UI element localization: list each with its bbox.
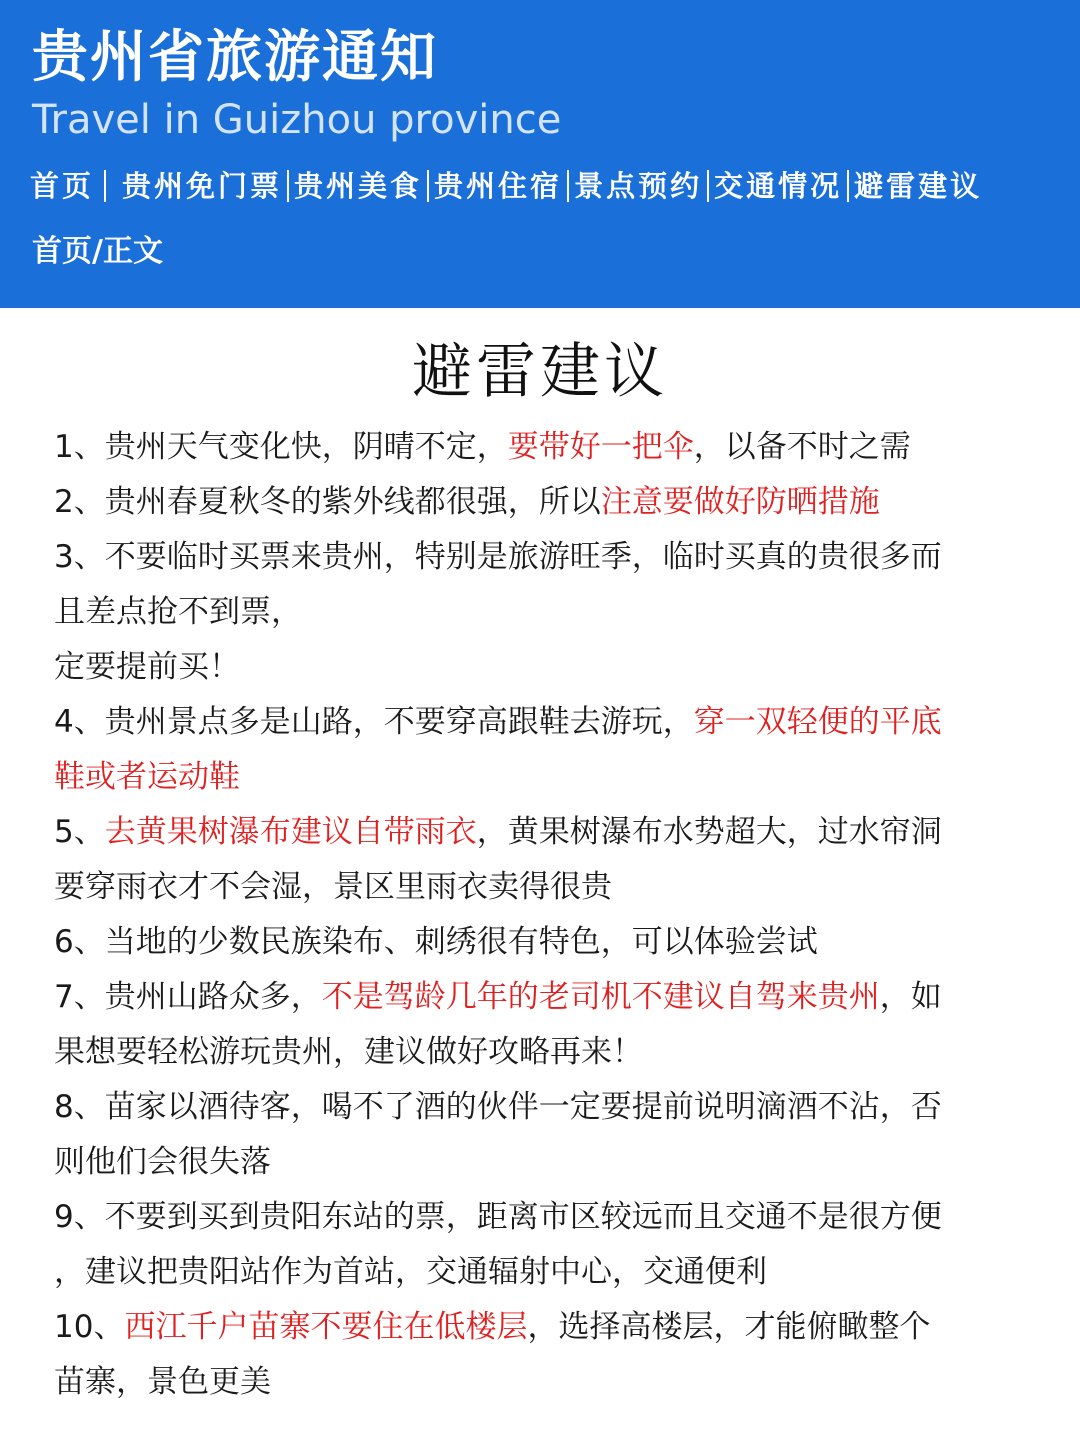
article-line bbox=[54, 920, 818, 964]
breadcrumb-current: 正文 bbox=[102, 234, 163, 269]
article-line bbox=[54, 645, 240, 689]
nav-divider bbox=[287, 170, 289, 202]
body-text: ，建议把贵阳站作为首站，交通辐射中心，交通便利 bbox=[54, 1254, 767, 1290]
body-text: 8、苗家以酒待客，喝不了酒的伙伴一定要提前说明滴酒不沾，否 bbox=[54, 1089, 942, 1125]
highlight-text: 穿一双轻便的平底 bbox=[693, 704, 942, 740]
article-line bbox=[54, 865, 612, 909]
body-text: 要穿雨衣才不会湿，景区里雨衣卖得很贵 bbox=[54, 869, 612, 905]
article-line bbox=[54, 480, 880, 524]
highlight-text: 不是驾龄几年的老司机不建议自驾来贵州 bbox=[321, 979, 880, 1015]
breadcrumb bbox=[32, 230, 163, 274]
body-text: 苗寨，景色更美 bbox=[54, 1364, 271, 1400]
article-line bbox=[54, 1360, 271, 1404]
breadcrumb-separator: / bbox=[92, 234, 103, 269]
article-line bbox=[54, 425, 911, 469]
highlight-text: 去黄果树瀑布建议自带雨衣 bbox=[104, 814, 477, 850]
nav-divider bbox=[707, 170, 709, 202]
body-text: 6、当地的少数民族染布、刺绣很有特色，可以体验尝试 bbox=[54, 924, 818, 960]
nav-item-tips[interactable]: 避雷建议 bbox=[854, 169, 983, 203]
nav-item-home[interactable]: 首页 bbox=[30, 169, 95, 203]
nav-divider bbox=[104, 170, 106, 202]
nav-divider bbox=[567, 170, 569, 202]
highlight-text: 要带好一把伞 bbox=[507, 429, 694, 465]
main-nav bbox=[30, 162, 982, 210]
breadcrumb-home-link[interactable]: 首页 bbox=[32, 234, 92, 269]
body-text: 5、 bbox=[54, 814, 105, 850]
article-line bbox=[54, 755, 240, 799]
highlight-text: 西江千户苗寨不要住在低楼层 bbox=[124, 1309, 528, 1345]
site-header bbox=[0, 0, 1080, 308]
article-line bbox=[54, 1085, 942, 1129]
nav-divider bbox=[427, 170, 429, 202]
body-text: ，以备不时之需 bbox=[693, 429, 911, 465]
body-text: ，黄果树瀑布水势超大，过水帘洞 bbox=[476, 814, 942, 850]
body-text: 果想要轻松游玩贵州，建议做好攻略再来！ bbox=[54, 1034, 643, 1070]
nav-item-free-tickets[interactable]: 贵州免门票 bbox=[122, 169, 283, 203]
body-text: 则他们会很失落 bbox=[54, 1144, 271, 1180]
highlight-text: 注意要做好防晒措施 bbox=[600, 484, 880, 520]
body-text: 且差点抢不到票， bbox=[54, 594, 302, 630]
body-text: 2、贵州春夏秋冬的紫外线都很强，所以 bbox=[54, 484, 601, 520]
body-text: ，选择高楼层，才能俯瞰整个 bbox=[527, 1309, 931, 1345]
nav-item-food[interactable]: 贵州美食 bbox=[294, 169, 423, 203]
article-title: 避雷建议 bbox=[412, 337, 668, 407]
body-text: 定要提前买！ bbox=[54, 649, 240, 685]
article-line bbox=[54, 535, 942, 579]
article-line bbox=[54, 1250, 767, 1294]
article-line bbox=[54, 1140, 271, 1184]
article-line bbox=[54, 1195, 942, 1239]
body-text: ，如 bbox=[879, 979, 942, 1015]
article-line bbox=[54, 590, 302, 634]
article-line bbox=[54, 975, 942, 1019]
nav-item-lodging[interactable]: 贵州住宿 bbox=[434, 169, 563, 203]
nav-item-traffic[interactable]: 交通情况 bbox=[714, 169, 843, 203]
nav-item-reservations[interactable]: 景点预约 bbox=[574, 169, 703, 203]
article-line bbox=[54, 700, 942, 744]
body-text: 7、贵州山路众多， bbox=[54, 979, 322, 1015]
body-text: 3、不要临时买票来贵州，特别是旅游旺季，临时买真的贵很多而 bbox=[54, 539, 942, 575]
nav-divider bbox=[847, 170, 849, 202]
body-text: 9、不要到买到贵阳东站的票，距离市区较远而且交通不是很方便 bbox=[54, 1199, 942, 1235]
body-text: 4、贵州景点多是山路，不要穿高跟鞋去游玩， bbox=[54, 704, 694, 740]
highlight-text: 鞋或者运动鞋 bbox=[54, 759, 240, 795]
article-line bbox=[54, 1305, 930, 1349]
article-line bbox=[54, 1030, 643, 1074]
body-text: 1、贵州天气变化快，阴晴不定， bbox=[54, 429, 508, 465]
site-title: 贵州省旅游通知 bbox=[32, 25, 438, 90]
body-text: 10、 bbox=[54, 1309, 125, 1345]
article-line bbox=[54, 810, 942, 854]
site-subtitle: Travel in Guizhou province bbox=[32, 97, 562, 143]
